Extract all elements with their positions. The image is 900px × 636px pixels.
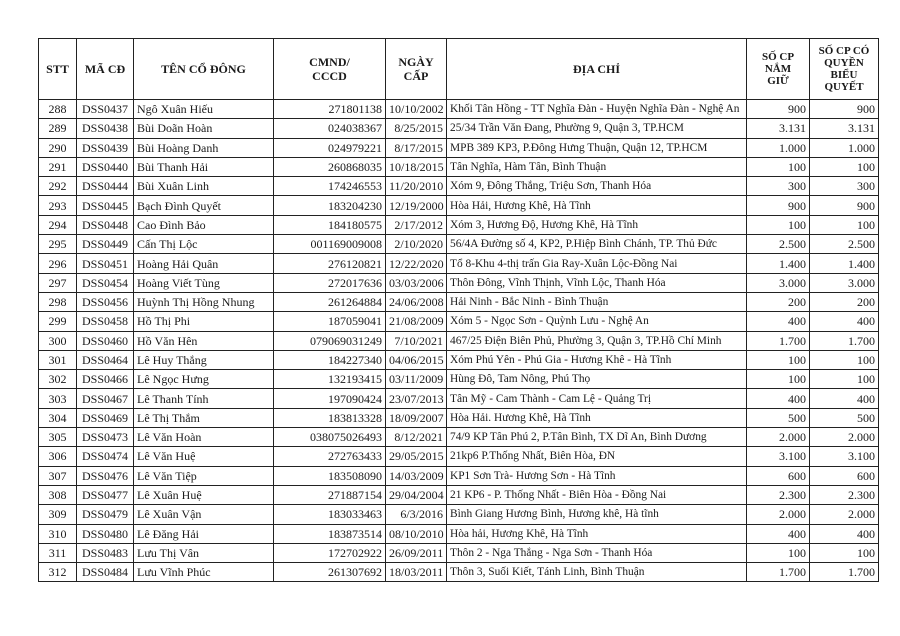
cell-ma-cd: DSS0445 (77, 196, 134, 215)
cell-ngay-cap: 24/06/2008 (386, 292, 447, 311)
cell-ma-cd: DSS0439 (77, 138, 134, 157)
cell-ngay-cap: 03/11/2009 (386, 370, 447, 389)
cell-dia-chi: Tổ 8-Khu 4-thị trấn Gia Ray-Xuân Lộc-Đồng Nai (447, 254, 747, 273)
cell-ma-cd: DSS0460 (77, 331, 134, 350)
cell-cmnd-cccd: 183508090 (274, 466, 386, 485)
cell-ma-cd: DSS0437 (77, 100, 134, 119)
table-row (39, 273, 879, 292)
cell-so-cp-bieu-quyet: 400 (810, 389, 879, 408)
cell-so-cp: 100 (747, 215, 810, 234)
cell-so-cp: 3.100 (747, 447, 810, 466)
cell-ten-co-dong: Lê Xuân Huệ (134, 485, 274, 504)
cell-dia-chi: Hải Ninh - Bắc Ninh - Bình Thuận (447, 292, 747, 311)
cell-ngay-cap: 8/25/2015 (386, 119, 447, 138)
cell-ten-co-dong: Lưu Thị Vân (134, 543, 274, 562)
cell-so-cp-bieu-quyet: 100 (810, 370, 879, 389)
cell-so-cp: 100 (747, 350, 810, 369)
table-row (39, 292, 879, 311)
cell-ma-cd: DSS0466 (77, 370, 134, 389)
cell-cmnd-cccd: 260868035 (274, 157, 386, 176)
cell-dia-chi: Hùng Đô, Tam Nông, Phú Thọ (447, 370, 747, 389)
cell-ngay-cap: 18/09/2007 (386, 408, 447, 427)
cell-so-cp: 2.300 (747, 485, 810, 504)
cell-ngay-cap: 14/03/2009 (386, 466, 447, 485)
cell-dia-chi: Hòa Hải, Hương Khê, Hà Tĩnh (447, 196, 747, 215)
cell-ma-cd: DSS0483 (77, 543, 134, 562)
cell-dia-chi: 74/9 KP Tân Phú 2, P.Tân Bình, TX Dĩ An, Bình Dương (447, 428, 747, 447)
cell-stt: 310 (39, 524, 77, 543)
cell-so-cp: 100 (747, 543, 810, 562)
table-row (39, 370, 879, 389)
cell-dia-chi: 21kp6 P.Thống Nhất, Biên Hòa, ĐN (447, 447, 747, 466)
cell-so-cp-bieu-quyet: 300 (810, 177, 879, 196)
cell-ngay-cap: 8/12/2021 (386, 428, 447, 447)
header-so-cp: SỐ CP NẮM GIỮ (747, 39, 810, 100)
header-stt: STT (39, 39, 77, 100)
cell-stt: 292 (39, 177, 77, 196)
cell-cmnd-cccd: 183033463 (274, 505, 386, 524)
cell-so-cp: 200 (747, 292, 810, 311)
cell-ma-cd: DSS0474 (77, 447, 134, 466)
cell-ma-cd: DSS0484 (77, 563, 134, 582)
cell-ma-cd: DSS0456 (77, 292, 134, 311)
cell-stt: 293 (39, 196, 77, 215)
cell-ngay-cap: 2/17/2012 (386, 215, 447, 234)
cell-ten-co-dong: Hồ Văn Hên (134, 331, 274, 350)
cell-stt: 300 (39, 331, 77, 350)
cell-so-cp: 100 (747, 157, 810, 176)
cell-dia-chi: 25/34 Trần Văn Đang, Phường 9, Quận 3, TP.HCM (447, 119, 747, 138)
cell-ngay-cap: 29/04/2004 (386, 485, 447, 504)
cell-stt: 299 (39, 312, 77, 331)
cell-cmnd-cccd: 024038367 (274, 119, 386, 138)
cell-dia-chi: Hòa Hải. Hương Khê, Hà Tĩnh (447, 408, 747, 427)
cell-ten-co-dong: Lê Văn Tiệp (134, 466, 274, 485)
cell-stt: 312 (39, 563, 77, 582)
cell-stt: 307 (39, 466, 77, 485)
cell-stt: 303 (39, 389, 77, 408)
cell-stt: 289 (39, 119, 77, 138)
cell-ma-cd: DSS0467 (77, 389, 134, 408)
cell-ma-cd: DSS0476 (77, 466, 134, 485)
cell-so-cp: 600 (747, 466, 810, 485)
cell-dia-chi: KP1 Sơn Trà- Hương Sơn - Hà Tĩnh (447, 466, 747, 485)
cell-cmnd-cccd: 184180575 (274, 215, 386, 234)
cell-dia-chi: Xóm Phú Yên - Phú Gia - Hương Khê - Hà Tĩnh (447, 350, 747, 369)
shareholder-table (38, 38, 879, 582)
table-row (39, 466, 879, 485)
cell-ma-cd: DSS0438 (77, 119, 134, 138)
cell-so-cp: 3.000 (747, 273, 810, 292)
cell-so-cp-bieu-quyet: 600 (810, 466, 879, 485)
cell-ten-co-dong: Cấn Thị Lộc (134, 235, 274, 254)
cell-cmnd-cccd: 183813328 (274, 408, 386, 427)
cell-ngay-cap: 10/10/2002 (386, 100, 447, 119)
table-row (39, 215, 879, 234)
cell-ma-cd: DSS0444 (77, 177, 134, 196)
header-ma-cd: MÃ CĐ (77, 39, 134, 100)
table-row (39, 100, 879, 119)
cell-so-cp-bieu-quyet: 500 (810, 408, 879, 427)
cell-cmnd-cccd: 079069031249 (274, 331, 386, 350)
cell-ngay-cap: 04/06/2015 (386, 350, 447, 369)
cell-ten-co-dong: Cao Đình Bảo (134, 215, 274, 234)
cell-stt: 311 (39, 543, 77, 562)
cell-stt: 295 (39, 235, 77, 254)
cell-dia-chi: Xóm 9, Đông Thắng, Triệu Sơn, Thanh Hóa (447, 177, 747, 196)
table-row (39, 235, 879, 254)
cell-dia-chi: Xóm 5 - Ngọc Sơn - Quỳnh Lưu - Nghệ An (447, 312, 747, 331)
table-row (39, 350, 879, 369)
cell-dia-chi: Xóm 3, Hương Độ, Hương Khê, Hà Tĩnh (447, 215, 747, 234)
cell-stt: 301 (39, 350, 77, 369)
cell-so-cp-bieu-quyet: 1.400 (810, 254, 879, 273)
cell-ngay-cap: 10/18/2015 (386, 157, 447, 176)
cell-ten-co-dong: Hoàng Viết Tùng (134, 273, 274, 292)
table-header-row (39, 39, 879, 100)
cell-ma-cd: DSS0458 (77, 312, 134, 331)
cell-ten-co-dong: Lê Xuân Vận (134, 505, 274, 524)
cell-dia-chi: Thôn 2 - Nga Thắng - Nga Sơn - Thanh Hóa (447, 543, 747, 562)
header-ten-co-dong: TÊN CỔ ĐÔNG (134, 39, 274, 100)
cell-so-cp-bieu-quyet: 900 (810, 196, 879, 215)
cell-cmnd-cccd: 174246553 (274, 177, 386, 196)
cell-ten-co-dong: Bạch Đình Quyết (134, 196, 274, 215)
cell-ngay-cap: 18/03/2011 (386, 563, 447, 582)
cell-dia-chi: 56/4A Đường số 4, KP2, P.Hiệp Bình Chánh, TP. Thủ Đức (447, 235, 747, 254)
cell-ten-co-dong: Bùi Doãn Hoàn (134, 119, 274, 138)
cell-stt: 288 (39, 100, 77, 119)
cell-stt: 297 (39, 273, 77, 292)
cell-dia-chi: 467/25 Điện Biên Phủ, Phường 3, Quận 3, TP.Hồ Chí Minh (447, 331, 747, 350)
cell-ngay-cap: 21/08/2009 (386, 312, 447, 331)
cell-ma-cd: DSS0479 (77, 505, 134, 524)
cell-dia-chi: Hòa hải, Hương Khê, Hà Tĩnh (447, 524, 747, 543)
cell-cmnd-cccd: 132193415 (274, 370, 386, 389)
cell-cmnd-cccd: 187059041 (274, 312, 386, 331)
cell-ma-cd: DSS0473 (77, 428, 134, 447)
cell-cmnd-cccd: 183873514 (274, 524, 386, 543)
cell-stt: 298 (39, 292, 77, 311)
cell-so-cp-bieu-quyet: 100 (810, 543, 879, 562)
cell-ten-co-dong: Lê Thị Thắm (134, 408, 274, 427)
cell-ngay-cap: 7/10/2021 (386, 331, 447, 350)
cell-ten-co-dong: Bùi Xuân Linh (134, 177, 274, 196)
cell-dia-chi: Tân Mỹ - Cam Thành - Cam Lệ - Quảng Trị (447, 389, 747, 408)
header-ngay-cap: NGÀY CẤP (386, 39, 447, 100)
cell-dia-chi: 21 KP6 - P. Thống Nhất - Biên Hòa - Đồng Nai (447, 485, 747, 504)
cell-so-cp-bieu-quyet: 1.700 (810, 563, 879, 582)
cell-ten-co-dong: Lê Văn Huệ (134, 447, 274, 466)
cell-ma-cd: DSS0477 (77, 485, 134, 504)
cell-cmnd-cccd: 272763433 (274, 447, 386, 466)
table-row (39, 563, 879, 582)
cell-cmnd-cccd: 184227340 (274, 350, 386, 369)
cell-cmnd-cccd: 271801138 (274, 100, 386, 119)
cell-ma-cd: DSS0469 (77, 408, 134, 427)
table-row (39, 389, 879, 408)
table-row (39, 177, 879, 196)
cell-so-cp: 2.000 (747, 505, 810, 524)
cell-cmnd-cccd: 261307692 (274, 563, 386, 582)
cell-ten-co-dong: Lê Văn Hoàn (134, 428, 274, 447)
cell-ten-co-dong: Bùi Hoàng Danh (134, 138, 274, 157)
cell-cmnd-cccd: 197090424 (274, 389, 386, 408)
cell-so-cp: 400 (747, 524, 810, 543)
cell-cmnd-cccd: 272017636 (274, 273, 386, 292)
shareholder-table-sheet (38, 38, 879, 582)
cell-ngay-cap: 2/10/2020 (386, 235, 447, 254)
cell-so-cp-bieu-quyet: 1.000 (810, 138, 879, 157)
cell-cmnd-cccd: 276120821 (274, 254, 386, 273)
cell-stt: 294 (39, 215, 77, 234)
header-dia-chi: ĐỊA CHỈ (447, 39, 747, 100)
cell-so-cp-bieu-quyet: 100 (810, 350, 879, 369)
cell-dia-chi: Tân Nghĩa, Hàm Tân, Bình Thuận (447, 157, 747, 176)
cell-so-cp-bieu-quyet: 1.700 (810, 331, 879, 350)
cell-ten-co-dong: Hồ Thị Phi (134, 312, 274, 331)
cell-so-cp: 900 (747, 100, 810, 119)
cell-so-cp-bieu-quyet: 400 (810, 524, 879, 543)
cell-so-cp: 1.700 (747, 331, 810, 350)
cell-stt: 290 (39, 138, 77, 157)
cell-ten-co-dong: Lê Huy Thắng (134, 350, 274, 369)
cell-so-cp: 2.000 (747, 428, 810, 447)
cell-ten-co-dong: Lê Thanh Tính (134, 389, 274, 408)
table-row (39, 505, 879, 524)
cell-so-cp-bieu-quyet: 100 (810, 215, 879, 234)
header-cmnd-cccd: CMND/ CCCD (274, 39, 386, 100)
cell-ma-cd: DSS0448 (77, 215, 134, 234)
cell-stt: 309 (39, 505, 77, 524)
cell-ma-cd: DSS0440 (77, 157, 134, 176)
cell-ten-co-dong: Bùi Thanh Hải (134, 157, 274, 176)
table-row (39, 157, 879, 176)
cell-so-cp: 400 (747, 389, 810, 408)
table-row (39, 408, 879, 427)
cell-ngay-cap: 26/09/2011 (386, 543, 447, 562)
cell-so-cp-bieu-quyet: 3.131 (810, 119, 879, 138)
cell-ngay-cap: 8/17/2015 (386, 138, 447, 157)
header-so-cp-bieu-quyet: SỐ CP CÓ QUYỀN BIỂU QUYẾT (810, 39, 879, 100)
cell-stt: 302 (39, 370, 77, 389)
cell-so-cp-bieu-quyet: 200 (810, 292, 879, 311)
cell-so-cp-bieu-quyet: 2.300 (810, 485, 879, 504)
cell-so-cp: 300 (747, 177, 810, 196)
cell-stt: 291 (39, 157, 77, 176)
cell-so-cp-bieu-quyet: 2.000 (810, 505, 879, 524)
cell-dia-chi: Thôn 3, Suối Kiết, Tánh Linh, Bình Thuận (447, 563, 747, 582)
table-row (39, 524, 879, 543)
cell-so-cp: 2.500 (747, 235, 810, 254)
cell-cmnd-cccd: 261264884 (274, 292, 386, 311)
cell-cmnd-cccd: 271887154 (274, 485, 386, 504)
cell-ten-co-dong: Huỳnh Thị Hồng Nhung (134, 292, 274, 311)
cell-stt: 308 (39, 485, 77, 504)
cell-so-cp: 100 (747, 370, 810, 389)
cell-so-cp-bieu-quyet: 3.000 (810, 273, 879, 292)
cell-ngay-cap: 03/03/2006 (386, 273, 447, 292)
cell-ma-cd: DSS0454 (77, 273, 134, 292)
table-body (39, 100, 879, 582)
cell-ma-cd: DSS0449 (77, 235, 134, 254)
cell-stt: 306 (39, 447, 77, 466)
cell-ngay-cap: 12/19/2000 (386, 196, 447, 215)
table-row (39, 196, 879, 215)
cell-ma-cd: DSS0451 (77, 254, 134, 273)
cell-ten-co-dong: Hoàng Hải Quân (134, 254, 274, 273)
cell-so-cp-bieu-quyet: 900 (810, 100, 879, 119)
table-row (39, 119, 879, 138)
cell-cmnd-cccd: 001169009008 (274, 235, 386, 254)
cell-ten-co-dong: Lưu Vĩnh Phúc (134, 563, 274, 582)
cell-stt: 304 (39, 408, 77, 427)
cell-dia-chi: Thôn Đông, Vĩnh Thịnh, Vĩnh Lộc, Thanh Hóa (447, 273, 747, 292)
table-row (39, 331, 879, 350)
cell-ten-co-dong: Lê Ngọc Hưng (134, 370, 274, 389)
cell-so-cp: 3.131 (747, 119, 810, 138)
table-row (39, 428, 879, 447)
cell-cmnd-cccd: 172702922 (274, 543, 386, 562)
cell-so-cp: 400 (747, 312, 810, 331)
cell-so-cp-bieu-quyet: 100 (810, 157, 879, 176)
cell-cmnd-cccd: 183204230 (274, 196, 386, 215)
cell-ngay-cap: 11/20/2010 (386, 177, 447, 196)
cell-so-cp: 500 (747, 408, 810, 427)
cell-ngay-cap: 23/07/2013 (386, 389, 447, 408)
cell-ngay-cap: 12/22/2020 (386, 254, 447, 273)
cell-so-cp-bieu-quyet: 3.100 (810, 447, 879, 466)
cell-ngay-cap: 08/10/2010 (386, 524, 447, 543)
cell-stt: 296 (39, 254, 77, 273)
table-row (39, 254, 879, 273)
cell-so-cp: 900 (747, 196, 810, 215)
cell-so-cp: 1.000 (747, 138, 810, 157)
cell-so-cp-bieu-quyet: 400 (810, 312, 879, 331)
cell-ten-co-dong: Lê Đăng Hải (134, 524, 274, 543)
cell-stt: 305 (39, 428, 77, 447)
cell-ma-cd: DSS0464 (77, 350, 134, 369)
cell-ngay-cap: 29/05/2015 (386, 447, 447, 466)
cell-ma-cd: DSS0480 (77, 524, 134, 543)
cell-so-cp-bieu-quyet: 2.000 (810, 428, 879, 447)
cell-dia-chi: Bình Giang Hương Bình, Hương khê, Hà tĩnh (447, 505, 747, 524)
cell-ngay-cap: 6/3/2016 (386, 505, 447, 524)
table-row (39, 485, 879, 504)
table-row (39, 543, 879, 562)
cell-cmnd-cccd: 024979221 (274, 138, 386, 157)
cell-so-cp: 1.400 (747, 254, 810, 273)
cell-dia-chi: Khối Tân Hồng - TT Nghĩa Đàn - Huyện Nghĩa Đàn - Nghệ An (447, 100, 747, 119)
table-row (39, 312, 879, 331)
cell-cmnd-cccd: 038075026493 (274, 428, 386, 447)
cell-so-cp: 1.700 (747, 563, 810, 582)
table-row (39, 447, 879, 466)
cell-so-cp-bieu-quyet: 2.500 (810, 235, 879, 254)
cell-ten-co-dong: Ngô Xuân Hiếu (134, 100, 274, 119)
cell-dia-chi: MPB 389 KP3, P.Đông Hưng Thuận, Quận 12, TP.HCM (447, 138, 747, 157)
table-row (39, 138, 879, 157)
